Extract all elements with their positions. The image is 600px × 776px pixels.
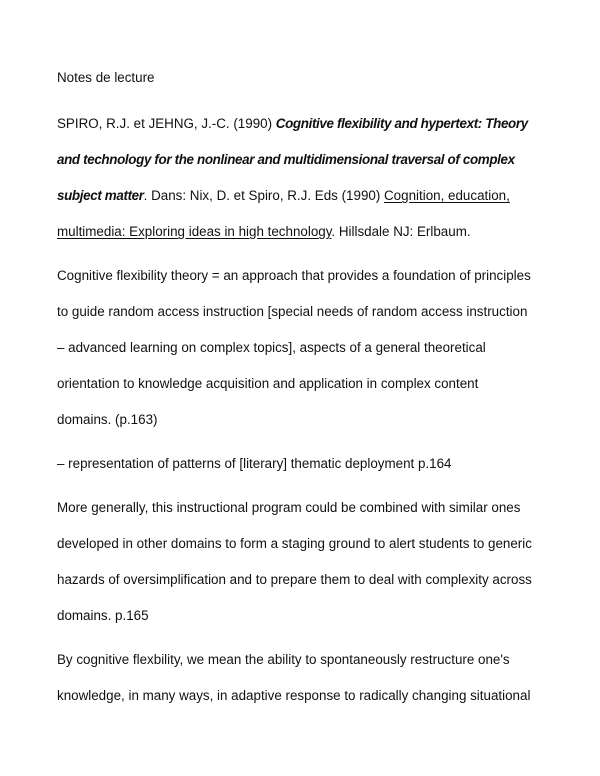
citation-editors: . Dans: Nix, D. et Spiro, R.J. Eds (1990)	[143, 188, 385, 203]
citation-title-part-3: subject matter	[57, 188, 144, 203]
book-title-part-1: Cognition, education,	[384, 188, 510, 203]
paragraph-3-line-1: By cognitive flexbility, we mean the ability to spontaneously restructure one's	[57, 652, 510, 667]
paragraph-2-line-4: domains. p.165	[57, 608, 149, 623]
paragraph-1-line-2: to guide random access instruction [special needs of random access instruction	[57, 304, 528, 319]
note-line: – representation of patterns of [literary] thematic deployment p.164	[57, 456, 452, 471]
paragraph-2-line-1: More generally, this instructional program could be combined with similar ones	[57, 500, 521, 515]
citation-line-1	[57, 115, 528, 133]
document-heading: Notes de lecture	[57, 70, 155, 85]
paragraph-1-line-4: orientation to knowledge acquisition and application in complex content	[57, 376, 479, 391]
citation-line-4	[57, 223, 471, 241]
paragraph-1-line-5: domains. (p.163)	[57, 412, 158, 427]
citation-authors: SPIRO, R.J. et JEHNG, J.-C. (1990)	[57, 116, 276, 131]
citation-publisher: . Hillsdale NJ: Erlbaum.	[331, 224, 471, 239]
paragraph-2-line-2: developed in other domains to form a staging ground to alert students to generic	[57, 536, 532, 551]
paragraph-2-line-3: hazards of oversimplification and to prepare them to deal with complexity across	[57, 572, 532, 587]
citation-title-part-1: Cognitive flexibility and hypertext: Theory	[275, 116, 528, 131]
paragraph-3-line-2: knowledge, in many ways, in adaptive response to radically changing situational	[57, 688, 531, 703]
book-title-part-2: multimedia: Exploring ideas in high technology	[57, 224, 332, 239]
paragraph-1-line-3: – advanced learning on complex topics], aspects of a general theoretical	[57, 340, 486, 355]
paragraph-1-line-1: Cognitive flexibility theory = an approach that provides a foundation of principles	[57, 268, 531, 283]
citation-line-3	[57, 187, 510, 205]
citation-title-part-2: and technology for the nonlinear and multidimensional traversal of complex	[57, 152, 515, 167]
